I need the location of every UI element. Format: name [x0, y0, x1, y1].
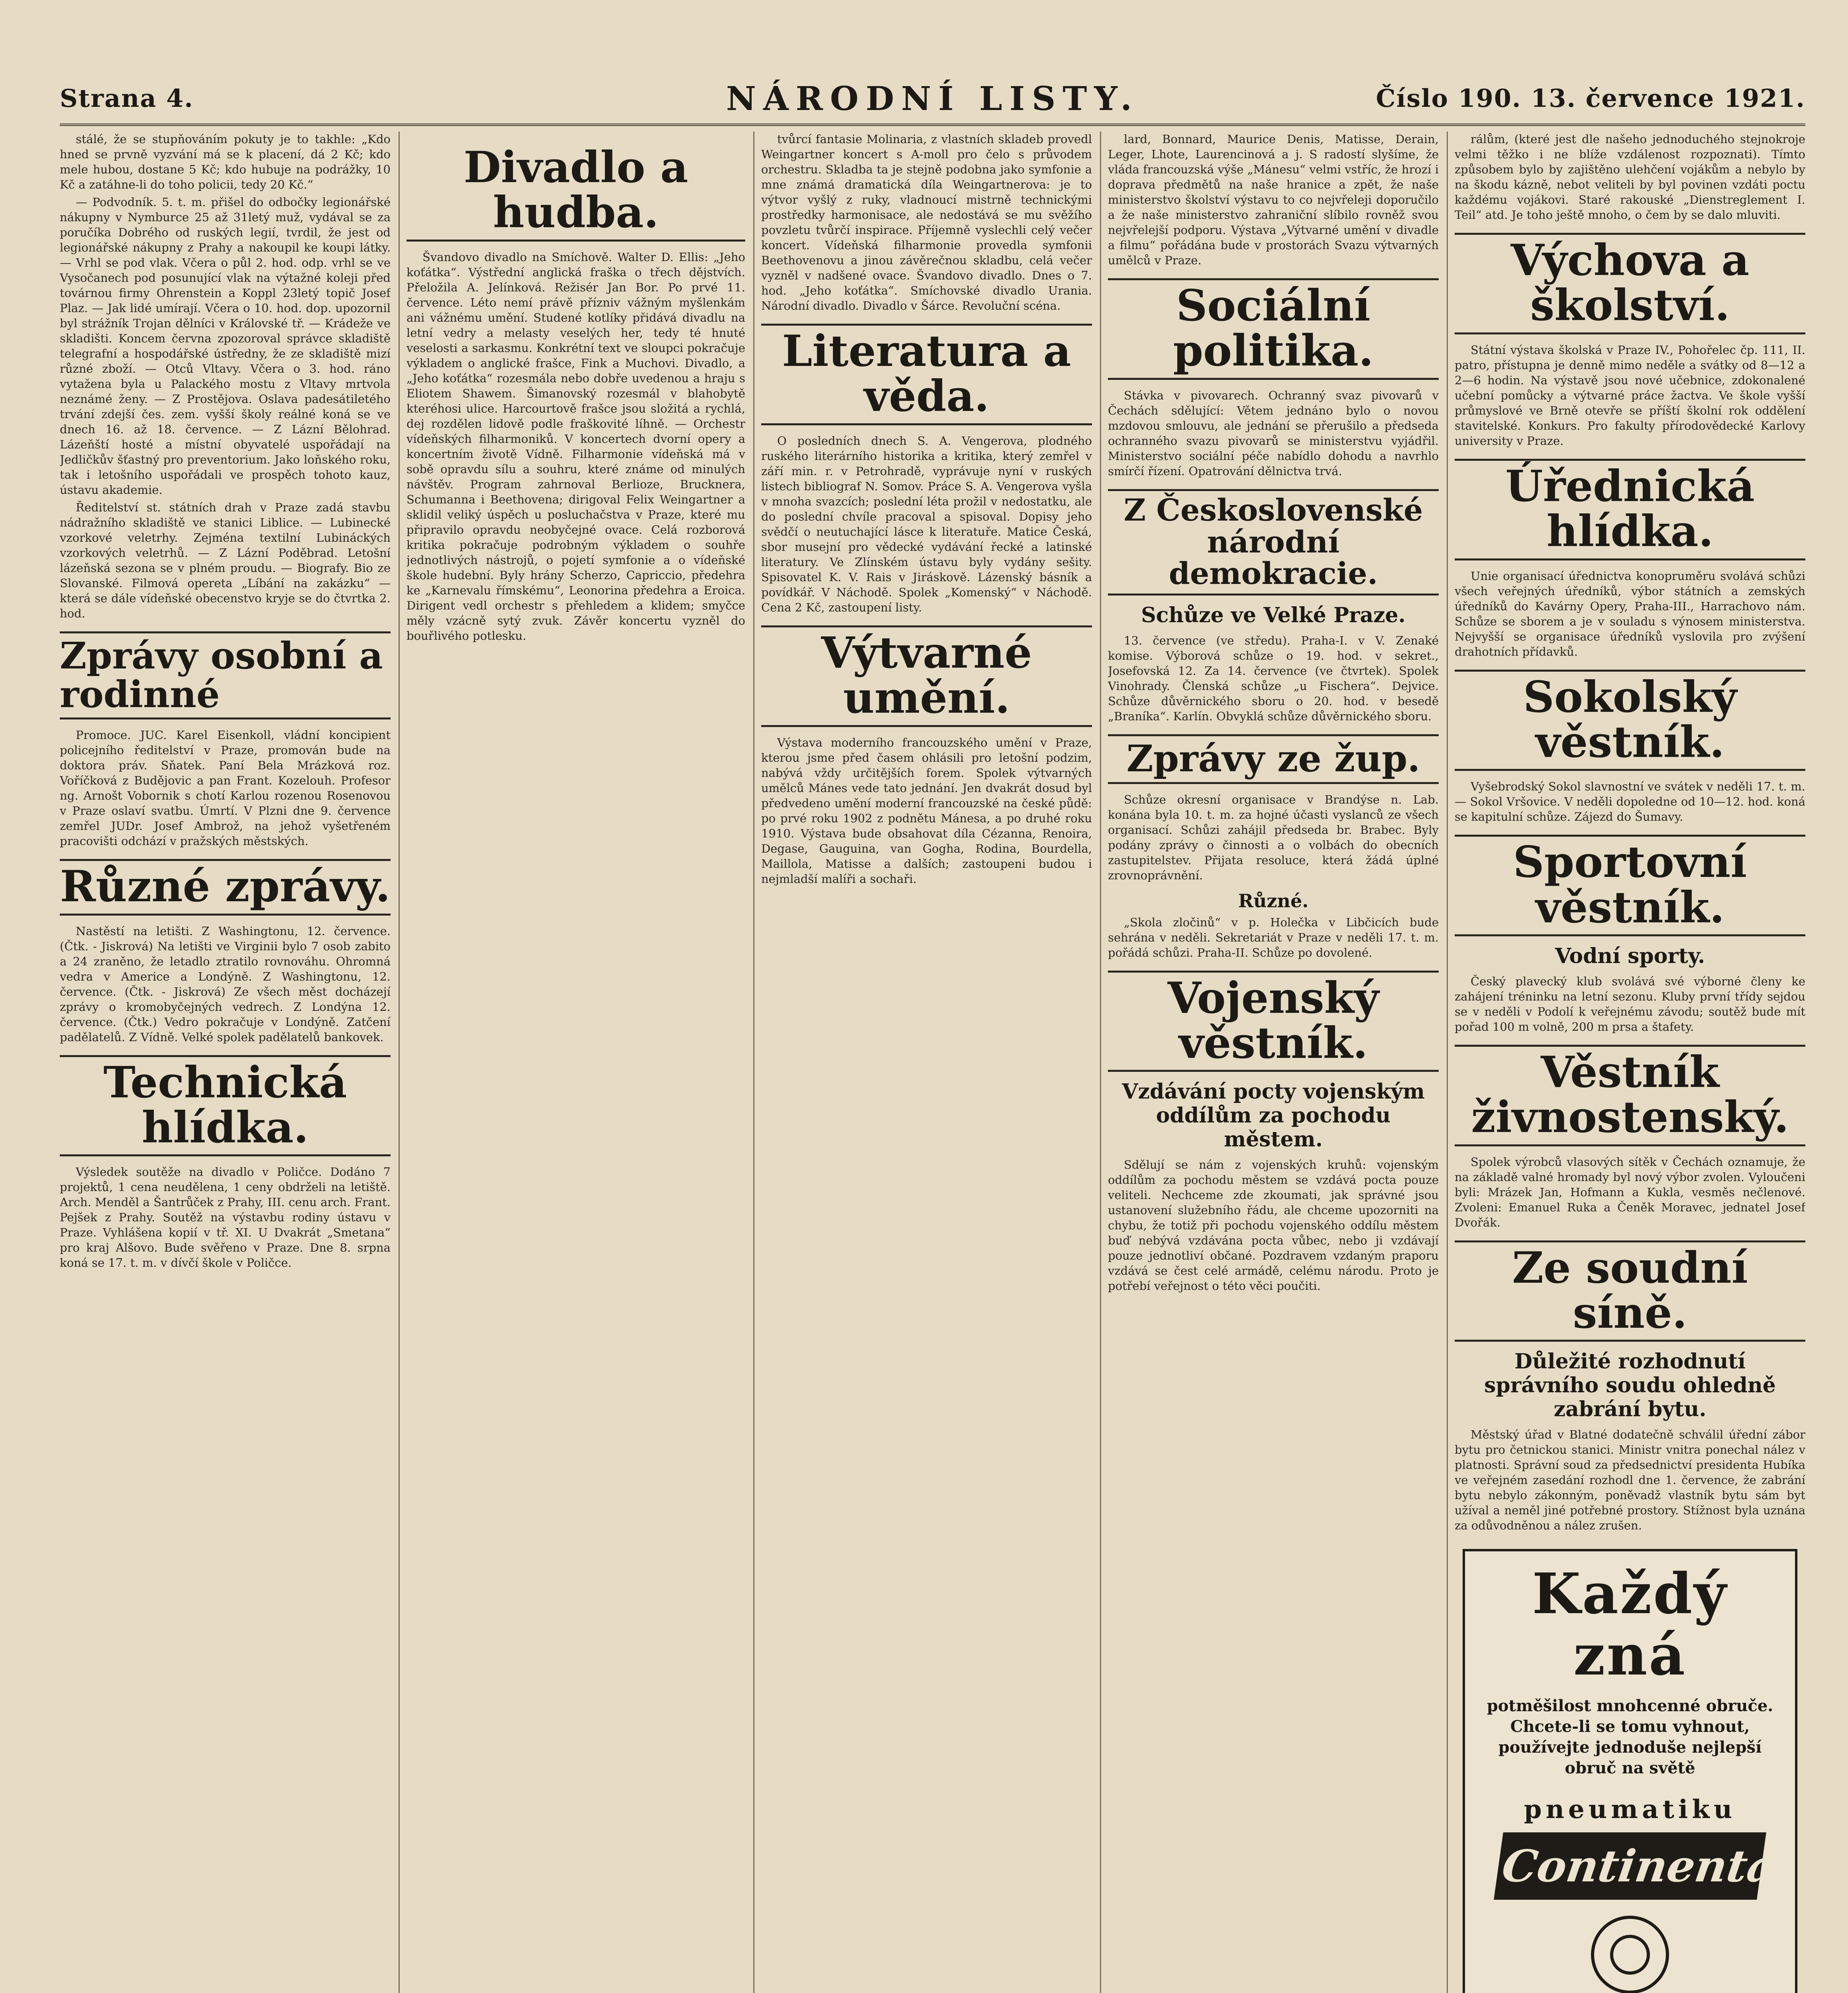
column-divider: [753, 132, 754, 1993]
article-text: 13. července (ve středu). Praha-I. v V. Zenaké komise. Výborová schůze o 19. hod. v sekret., Josefovská 12. Za 14. července (ve čtvrtek). Spolek Vinohrady. Členská schůze „u Fischera“. Dejvice. Schůze důvěrnického sboru o 20. hod. v besedě „Braníka“. Karlín. Obvyklá schůze důvěrnického sboru.: [1108, 633, 1439, 723]
regional-news: [1108, 792, 1439, 883]
article-text: Výsledek soutěže na divadlo v Poličce. Dodáno 7 projektů, 1 cena neudělena, 1 ceny obdrželi na letiště. Arch. Menděl a Šantrůček z Prahy, III. cenu arch. Frant. Pejšek z Prahy. Soutěž na výstavbu rodiny ústavu v Praze. Vyhlášena kopií v tř. XI. U Dvakrát „Smetana“ pro kraj Alšovo. Bude svěřeno v Praze. Dne 8. srpna koná se 17. t. m. v dívčí škole v Poličce.: [60, 1165, 391, 1270]
short-notices: [60, 500, 391, 621]
article-text: Výstava moderního francouzského umění v Praze, kterou jsme před časem ohlásili pro letošní podzim, nabývá vždy určitějších forem. Spolek výtvarných umělců Mánes vede tato jednání. Jen dvakrát dosud byl předvedeno umění moderní francouzské na české půdě: po prvé roku 1902 z podnětu Mánesa, a po druhé roku 1910. Výstava bude obsahovat díla Cézanna, Renoira, Degase, Gauguina, van Gogha, Rodina, Bourdella, Maillola, Matisse a dalších; zastoupeni budou i nejmladší malíři a sochaři.: [761, 735, 1092, 886]
section-heading-sportovni: Sportovní věstník.: [1455, 835, 1805, 936]
technical-news: [60, 1164, 391, 1270]
exhibition-article-continued: [1108, 132, 1439, 268]
advertisement-continental: [1463, 1549, 1797, 1993]
section-heading-zupy: Zprávy ze žup.: [1108, 734, 1439, 784]
officials-news: [1455, 568, 1805, 659]
item-title-ruzne: Různé.: [1238, 890, 1309, 912]
column-divider: [399, 132, 400, 1993]
section-heading-vychova: Výchova a školství.: [1455, 233, 1805, 334]
sokol-news: [1455, 779, 1805, 824]
misc-party-news: [1108, 915, 1439, 960]
military-article: [1108, 1157, 1439, 1293]
tyre-logo-icon: [1591, 1916, 1669, 1993]
theatre-music-article: [407, 250, 745, 643]
article-text: Český plavecký klub svolává své výborné členy ke zahájení tréninku na letní sezonu. Kluby první třídy sejdou se v neděli v Podolí k veřejnému závodu; soutěž bude mít pořad 100 m volně, 200 m prsa a štafety.: [1455, 974, 1805, 1034]
section-heading-zivnostensky: Věstník živnostenský.: [1455, 1045, 1805, 1146]
literature-article: [761, 433, 1092, 615]
column-3: [761, 132, 1092, 1993]
article-text: Sdělují se nám z vojenských kruhů: vojenským oddílům za pochodu městem se vzdává pocta pouze veliteli. Nechceme zde zkoumati, jak správné jsou ustanovení služebního řádu, ale chceme upozorniti na chybu, že totiž při pochodu vojenského oddílu městem buď nebývá vzdávána pocta vůbec, nebo ji vzdávají pouze jednotliví občané. Pozdravem vzdaným praporu vzdává se čest celé armádě, celému národu. Proto je potřebí veřejnost o této věci poučiti.: [1108, 1158, 1439, 1293]
article-text: Městský úřad v Blatné dodatečně schválil úřední zábor bytu pro četnickou stanici. Ministr vnitra ponechal nález v platnosti. Správní soud za předsednictví presidenta Hubíka ve veřejném zasedání rozhodl dne 1. července, že zabrání bytu nebylo zákonným, poněvadž vlastník bytu sám byt užíval a neměl jiné potřebné prostory. Stížnost byla uznána za odůvodněnou a nález zrušen.: [1455, 1427, 1805, 1532]
section-heading-soudni: Ze soudní síně.: [1455, 1240, 1805, 1342]
article-text: rálům, (které jest dle našeho jednoduchého stejnokroje velmi těžko i ne blíže vzdálenost rozpoznati). Tímto způsobem bylo by zajištěno ulehčení vojákům a nebylo by na škodu kázně, nebot veliteli by byl povinen vzdáti poctu každému vojákovi. Staré rakouské „Dienstreglement I. Teil“ atd. Je toho ještě mnoho, o čem by se dalo mluviti.: [1455, 132, 1805, 222]
article-text: Švandovo divadlo na Smíchově. Walter D. Ellis: „Jeho koťátka“. Výstřední anglická fraška o třech dějstvích. Přeložila A. Jelínková. Režisér Jan Bor. Po prvé 11. července. Léto nemí právě přízniv vážným myšlenkám ani vážnému umění. Studené kotlíky přidává divadlu na letní vedry a melasty veselých her, tedy té hnuté veselosti a sarkasmu. Konkrétní text ve sloupci pokračuje výkladem o anglické frašce, Fink a Muchovi. Divadlo, a „Jeho koťátka“ rozesmála nebo dobře uvedenou a hraju s Eliotem Shawem. Šimanovský rozesmál v blahobytě kteréhosi ulice. Harcourtově frašce jsou složitá a rychlá, dej rozdělen lidově podle fraškovité líhně. — Orchestr vídeňských filharmoniků. V koncertech dvorní opery a koncertním životě Vídně. Filharmonie vídeňská má v sobě opravdu sílu a souhru, které známe od minulých návštěv. Program zahrnoval Berlioze, Brucknera, Schumanna i Beethovena; dirigoval Felix Weingartner a sklidil veliký úspěch u posluchačstva v Praze, které mu připravilo opravdu neobyčejné ovace. Celá rozborová kritika pokračuje podrobným výkladem o souhře jednotlivých nástrojů, o pojetí symfonie a o vídeňské škole hudební. Byly hrány Scherzo, Capriccio, předehra ke „Karnevalu římskému“, Leonorina předehra a Eroica. Dirigent vedl orchestr s přehledem a klidem; smyčce měly vzácně sytý zvuk. Závěr koncertu vyzněl do bouřlivého potlesku.: [407, 250, 745, 643]
page-number: Strana 4.: [60, 84, 194, 113]
article-text: Vyšebrodský Sokol slavnostní ve svátek v neděli 17. t. m. — Sokol Vršovice. V neděli dopoledne od 10—12. hod. koná se kapitulní schůze. Zájezd do Šumavy.: [1455, 780, 1805, 824]
ad-brand-logo: Continental: [1494, 1832, 1766, 1900]
article-text: Promoce. JUC. Karel Eisenkoll, vládní koncipient policejního ředitelství v Praze, promován bude na doktora práv. Sňatek. Paní Bela Mrázková roz. Voříčková z Budějovic a pan Frant. Kozelouh. Profesor ng. Arnošt Vobornik s chotí Karlou rozenou Rosenovou v Praze oslaví svatbu. Úmrtí. V Plzni dne 9. července zemřel JUDr. Josef Ambrož, na jehož vyšetřeném pracovišti odchází v pražských městských.: [60, 728, 391, 848]
article-text: lard, Bonnard, Maurice Denis, Matisse, Derain, Leger, Lhote, Laurencinová a j. S radostí slyšíme, že vláda francouzská výše „Mánesu“ velmi vstříc, že hrozí i doprava předmětů na naše hranice a zpět, že naše ministerstvo školství výstavu to co nejvřeleji doporučilo a že naše ministerstvo zahraniční slíbilo rovněž svou nejvřelejší podporu. Výstava „Výtvarné umění v divadle a filmu“ pořádána bude v prostorách Svazu výtvarných umělců v Praze.: [1108, 132, 1439, 267]
column-2: [407, 132, 745, 1993]
issue-info: Číslo 190. 13. července 1921.: [1376, 84, 1805, 113]
article-text: Spolek výrobců vlasových sítěk v Čechách oznamuje, že na základě valné hromady byl nový výbor zvolen. Vyloučeni byli: Mrázek Jan, Hofmann a Kukla, vesměs nečlenové. Zvoleni: Emanuel Ruka a Čeněk Moravec, jednatel Josef Dvořák.: [1455, 1155, 1805, 1229]
article-text: Stávka v pivovarech. Ochranný svaz pivovarů v Čechách sdělující: Větem jednáno bylo o novou mzdovou smlouvu, ale jednání se přerušilo a předseda ochranného svazu pivovarů se ministerstvu vyjádřil. Ministerstvo sociální péče nabídlo dohodu a navrhlo smírčí řízení. Opatrování dělnictva trvá.: [1108, 388, 1439, 478]
column-divider: [1100, 132, 1101, 1993]
article-text: Ředitelství st. státních drah v Praze zadá stavbu nádražního skladiště ve stanici Liblice. — Lubinecké vzorkové veletrhy. Zejména textilní Lubináckých vzorkových veletrhů. — Z Lázní Poděbrad. Letošní lázeňská sezona se v plném proudu. — Biografy. Bio ze Slovanské. Filmová opereta „Líbání na zakázku“ — která se dále vídeňské obecenstvo kryje se do čtvrtka 2. hod.: [60, 501, 391, 620]
article-text: Nastěstí na letišti. Z Washingtonu, 12. července. (Čtk. - Jiskrová) Na letišti ve Virginii bylo 7 osob zabito a 24 zraněno, že letadlo ztratilo rovnováhu. Ohromná vedra v Americe a Londýně. Z Washingtonu, 12. července. (Čtk. - Jiskrová) Ze všech měst docházejí zprávy o kromobyčejných vedrech. Z Londýna 12. července. (Čtk.) Vedro pokračuje v Londýně. Zatčení padělatelů. Z Vídně. Velké spolek padělatelů bankovek.: [60, 924, 391, 1044]
trade-news: [1455, 1154, 1805, 1230]
article-stupnovani: [60, 132, 391, 192]
article-text: Státní výstava školská v Praze IV., Pohořelec čp. 111, II. patro, přístupna je denně mimo neděle a svátky od 8—12 a 2—6 hodin. Na výstavě jsou nové učebnice, zdokonalené učební pomůcky a výtvarné práce žactva. Ve škole vyšší průmyslové ve Brně otevře se příští školní rok oddělení stavitelské. Konkurs. Pro fakulty přírodovědecké Karlovy university v Praze.: [1455, 343, 1805, 448]
subheading-schuze: Schůze ve Velké Praze.: [1141, 603, 1406, 628]
column-4: [1108, 132, 1439, 1993]
article-text: „Skola zločinů“ v p. Holečka v Libčicích bude sehrána v neděli. Sekretariát v Praze v neděli 17. t. m. pořádá schůzi. Praha-II. Schůze po dovolené.: [1108, 915, 1439, 959]
social-policy-article: [1108, 388, 1439, 479]
fine-arts-article: [761, 735, 1092, 886]
section-heading-divadlo: Divadlo a hudba.: [407, 142, 745, 242]
sport-news: [1455, 974, 1805, 1034]
column-divider: [1447, 132, 1448, 1993]
military-article-continued: [1455, 132, 1805, 222]
article-text: tvůrcí fantasie Molinaria, z vlastních skladeb provedl Weingartner koncert s A-moll pro čelo s průvodem orchestru. Skladba ta je stejně podobna jako symfonie a mne známá dramatická díla Weingartnerova: je to výtvor vyšlý z ruky, vladnoucí mistrně technickými prostředky harmonisace, ale nedostává se mu svěžího povzletu tvůrčí inspirace. Příjemně vyslechli celý večer koncert. Vídeňská filharmonie provedla symfonii Beethovenovu a jinou závěrečnou skladbu, celá večer vyzněl v nadšené ovace. Švandovo divadlo. Dnes o 7. hod. „Jeho koťátka“. Smíchovské divadlo Urania. Národní divadlo. Divadlo v Šárce. Revoluční scéna.: [761, 132, 1092, 313]
ad-text: potměšilost mnohcenné obruče. Chcete-li se tomu vyhnout, používejte jednoduše nejlepší obruč na světě: [1487, 1696, 1773, 1777]
column-1: [60, 132, 391, 1993]
article-text: O posledních dnech S. A. Vengerova, plodného ruského literárního historika a kritika, který zemřel v září min. r. v Petrohradě, vyprávuje nyní v ruských listech bibliograf N. Somov. Práce S. A. Vengerova vyšla v mnoha svazcích; poslední léta prožil v nedostatku, ale do poslední chvíle pracoval a spisoval. Dopisy jeho svědčí o neutuchající lásce k literatuře. Matice Česká, sbor musejní pro vědecké vydávání řecké a latinské literatury. Ve Zlínském ústavu byly vydány sešity. Spisovatel K. V. Rais v Jiráskově. Lázenský básník a povídkář. V Náchodě. Spolek „Komenský“ v Náchodě. Cena 2 Kč, zastoupení listy.: [761, 434, 1092, 614]
concert-review-continued: [761, 132, 1092, 313]
court-article: [1455, 1427, 1805, 1533]
newspaper-title: NÁRODNÍ LISTY.: [726, 80, 1139, 118]
article-text: Schůze okresní organisace v Brandýse n. Lab. konána byla 10. t. m. za hojné účasti vyslanců ze všech organisací. Schůzi zahájil předseda br. Brabec. Byly podány zprávy o činnosti a o volbách do obecních zastupitelstev. Přijata resoluce, která žádá úplné zrovnoprávnění.: [1108, 792, 1439, 882]
subheading-soudni: Důležité rozhodnutí správního soudu ohledně zabrání bytu.: [1484, 1349, 1776, 1422]
section-heading-vojensky: Vojenský věstník.: [1108, 971, 1439, 1072]
article-text: stálé, že se stupňováním pokuty je to takhle: „Kdo hned se prvně vyzvání má se k placení, dá 2 Kč; kdo mele hubou, dostane 5 Kč; kdo hubuje na podrážky, 10 Kč a zatáhne-li do toho policii, tedy 20 Kč.“: [60, 132, 391, 191]
education-news: [1455, 342, 1805, 448]
section-heading-demokracie: Z Československé národní demokracie.: [1108, 489, 1439, 596]
personal-news: [60, 727, 391, 849]
subheading-vodni: Vodní sporty.: [1555, 944, 1705, 969]
section-heading-vytvarne: Výtvarné umění.: [761, 625, 1092, 727]
section-heading-socialni: Sociální politika.: [1108, 278, 1439, 380]
column-5: [1455, 132, 1805, 1993]
ad-product: pneumatiku: [1524, 1794, 1736, 1824]
subheading-vojensky: Vzdávání pocty vojenským oddílům za pochodu městem.: [1122, 1079, 1425, 1152]
masthead: [60, 80, 1805, 126]
section-heading-osobni: Zprávy osobní a rodinné: [60, 631, 391, 719]
section-heading-technicka: Technická hlídka.: [60, 1055, 391, 1157]
section-heading-ruzne: Různé zprávy.: [60, 859, 391, 915]
article-text: Unie organisací úřednictva konopruměru svolává schůzi všech veřejných úředníků, výbor státních a zemských úředníků do Kavárny Opery, Praha-III., Harrachovo nám. Schůze se sborem a je v souladu s výnosem ministerstva. Nejvyšší se organisace úředníků vyslovila pro zvýšení drahotních přídavků.: [1455, 569, 1805, 658]
section-heading-urednicka: Úřednická hlídka.: [1455, 459, 1805, 560]
section-heading-literatura: Literatura a věda.: [761, 324, 1092, 425]
ad-title: Každý zná: [1532, 1561, 1728, 1688]
section-heading-sokolsky: Sokolský věstník.: [1455, 670, 1805, 771]
local-news: [60, 195, 391, 497]
misc-news: [60, 924, 391, 1045]
meetings-list: [1108, 633, 1439, 724]
article-text: — Podvodník. 5. t. m. přišel do odbočky legionářské nákupny v Nymburce 25 až 31letý muž, vydával se za poručíka Dobrého od ruských legií, tvrdil, že jest od legionářské nákupny z Prahy a nakoupil ke koupi látky. — Vrhl se pod vlak. Včera o půl 2. hod. odp. vrhl se ve Vysočanech pod posunující vlak na výtažné koleji před továrnou firmy Ohrenstein a Koppl 23letý topič Josef Plaz. — Jak lidé umírají. Včera o 10. hod. dop. upozornil byl strážník Trojan dělníci v Královské tř. — Krádeže ve skladišti. Koncem června zpozoroval správce skladiště telegrafní a hospodářské ústředny, že ze skladiště mizí různé zboží. — Otců Vltavy. Včera o 3. hod. ráno vytažena byla u Palackého mostu z Vltavy mrtvola neznámé ženy. — Z Prostějova. Oslava padesátiletého trvání zdejší čes. zem. vyšší školy reálné koná se ve dnech 16. až 18. července. — Z Lázní Bělohrad. Lázeňští hosté a místní obyvatelé uspořádají na Jedličkův šťastný pro preventorium. Jako loňského roku, tak i letošního uspořádali ve prospěch tohoto kauz, ústavu akademie.: [60, 195, 391, 497]
